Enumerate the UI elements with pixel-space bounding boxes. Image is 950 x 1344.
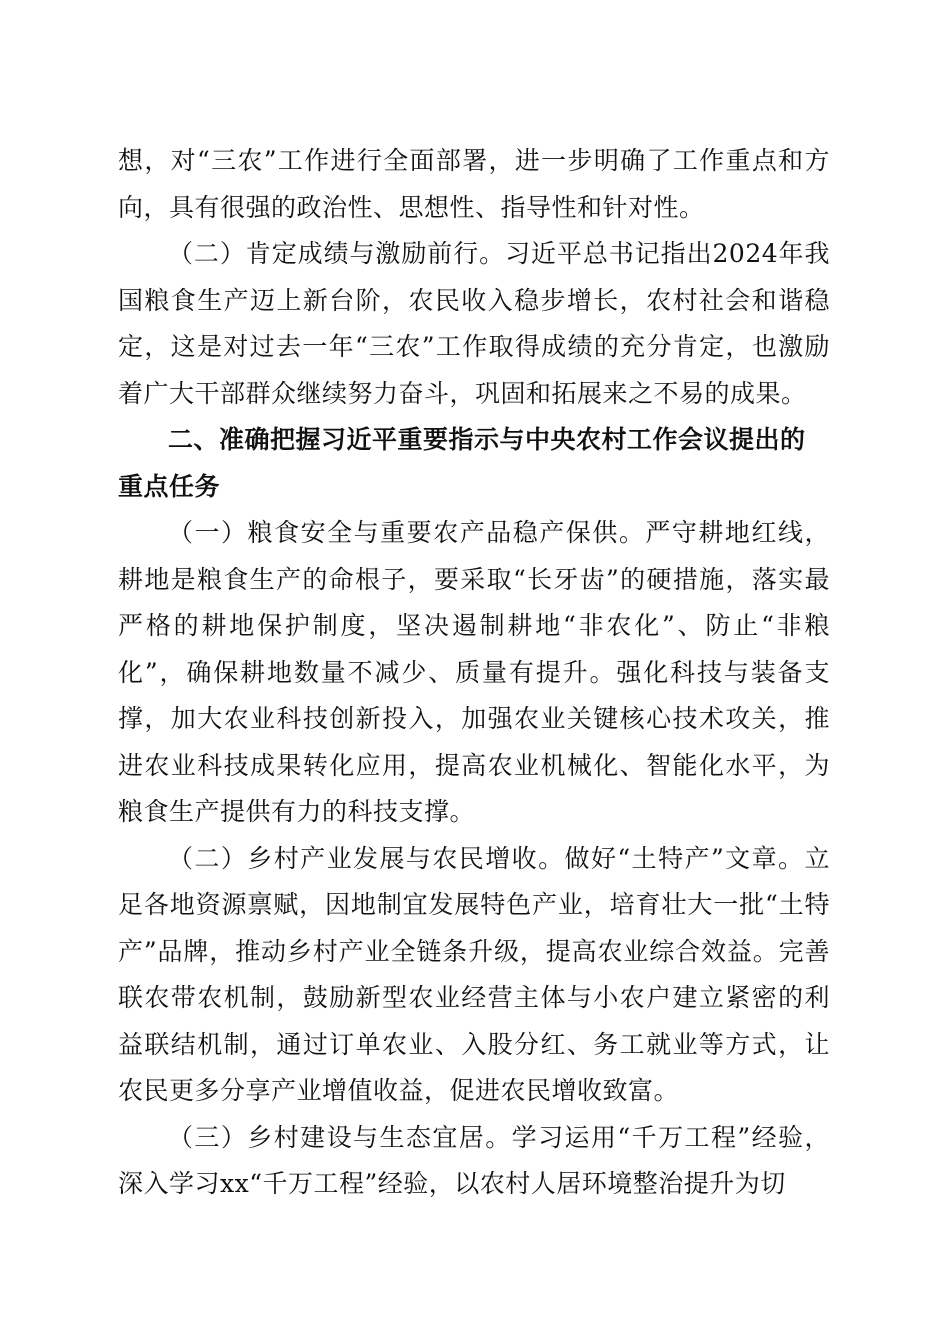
paragraph-rural-construction: （三）乡村建设与生态宜居。学习运用“千万工程”经验，深入学习xx“千万工程”经验，以农村人居环境整治提升为切	[118, 1122, 830, 1198]
paragraph-food-security: （一）粮食安全与重要农产品稳产保供。严守耕地红线，耕地是粮食生产的命根子，要采取“长牙齿”的硬措施，落实最严格的耕地保护制度，坚决遏制耕地“非农化”、防止“非粮化”，确保耕地数量不减少、质量有提升。强化科技与装备支撑，加大农业科技创新投入，加强农业关键核心技术攻关，推进农业科技成果转化应用，提高农业机械化、智能化水平，为粮食生产提供有力的科技支撑。	[118, 518, 830, 826]
document-body	[118, 138, 830, 1208]
section-heading-key-tasks: 二、准确把握习近平重要指示与中央农村工作会议提出的重点任务	[118, 425, 806, 501]
paragraph-rural-industry: （二）乡村产业发展与农民增收。做好“土特产”文章。立足各地资源禀赋，因地制宜发展特色产业，培育壮大一批“土特产”品牌，推动乡村产业全链条升级，提高农业综合效益。完善联农带农机制，鼓励新型农业经营主体与小农户建立紧密的利益联结机制，通过订单农业、入股分红、务工就业等方式，让农民更多分享产业增值收益，促进农民增收致富。	[118, 843, 830, 1105]
paragraph-continuation: 想，对“三农”工作进行全面部署，进一步明确了工作重点和方向，具有很强的政治性、思想性、指导性和针对性。	[118, 146, 830, 222]
paragraph-achievements: （二）肯定成绩与激励前行。习近平总书记指出2024年我国粮食生产迈上新台阶，农民收入稳步增长，农村社会和谐稳定，这是对过去一年“三农”工作取得成绩的充分肯定，也激励着广大干部群众继续努力奋斗，巩固和拓展来之不易的成果。	[118, 239, 830, 408]
